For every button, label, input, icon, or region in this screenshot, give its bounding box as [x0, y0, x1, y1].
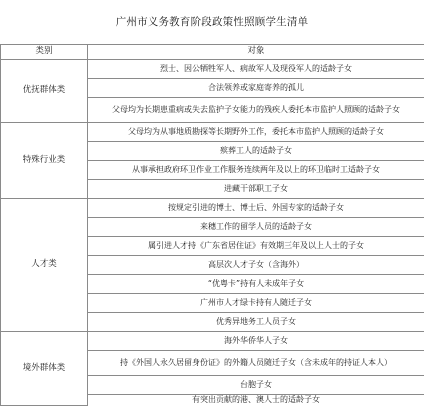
table-row: [1, 332, 424, 351]
target-cell: 属引进人才持《广东省居住证》有效期三年及以上人士的子女: [88, 237, 424, 256]
table-row: [1, 123, 424, 142]
category-cell: 人才类: [1, 199, 88, 332]
target-cell: 持《外国人永久居留身份证》的外籍人员随迁子女（含未成年的持证人本人）: [88, 351, 424, 376]
category-cell: 特殊行业类: [1, 123, 88, 199]
target-cell: 殡葬工人的适龄子女: [88, 142, 424, 161]
target-cell: 高层次人才子女（含海外）: [88, 256, 424, 275]
category-cell: 优抚群体类: [1, 60, 88, 123]
target-cell: 父母均为长期患重病或失去监护子女能力的残疾人委托本市监护人照顾的适龄子女: [88, 98, 424, 123]
table-header-row: [1, 45, 424, 60]
target-cell: 优秀异地务工人员子女: [88, 313, 424, 332]
table-row: [1, 199, 424, 218]
target-cell: 台胞子女: [88, 376, 424, 395]
header-target: 对象: [88, 45, 424, 60]
target-cell: 来穗工作的留学人员的适龄子女: [88, 218, 424, 237]
table-row: [1, 60, 424, 79]
target-cell: 海外华侨华人子女: [88, 332, 424, 351]
target-cell: 烈士、因公牺牲军人、病故军人及现役军人的适龄子女: [88, 60, 424, 79]
target-cell: “优粤卡”持有人未成年子女: [88, 275, 424, 294]
target-cell: 进藏干部职工子女: [88, 180, 424, 199]
header-category: 类别: [1, 45, 88, 60]
target-cell: 从事承担政府环卫作业工作服务连续两年及以上的环卫临时工适龄子女: [88, 161, 424, 180]
target-cell: 按规定引进的博士、博士后、外国专家的适龄子女: [88, 199, 424, 218]
target-cell: 合法领养或家庭寄养的孤儿: [88, 79, 424, 98]
policy-table: [0, 44, 424, 406]
document-title: 广州市义务教育阶段政策性照顾学生清单: [0, 14, 424, 29]
target-cell: 父母均为从事地质勘探等长期野外工作，委托本市监护人照顾的适龄子女: [88, 123, 424, 142]
target-cell: 广州市人才绿卡持有人随迁子女: [88, 294, 424, 313]
target-cell: 有突出贡献的港、澳人士的适龄子女: [88, 395, 424, 406]
category-cell: 境外群体类: [1, 332, 88, 406]
